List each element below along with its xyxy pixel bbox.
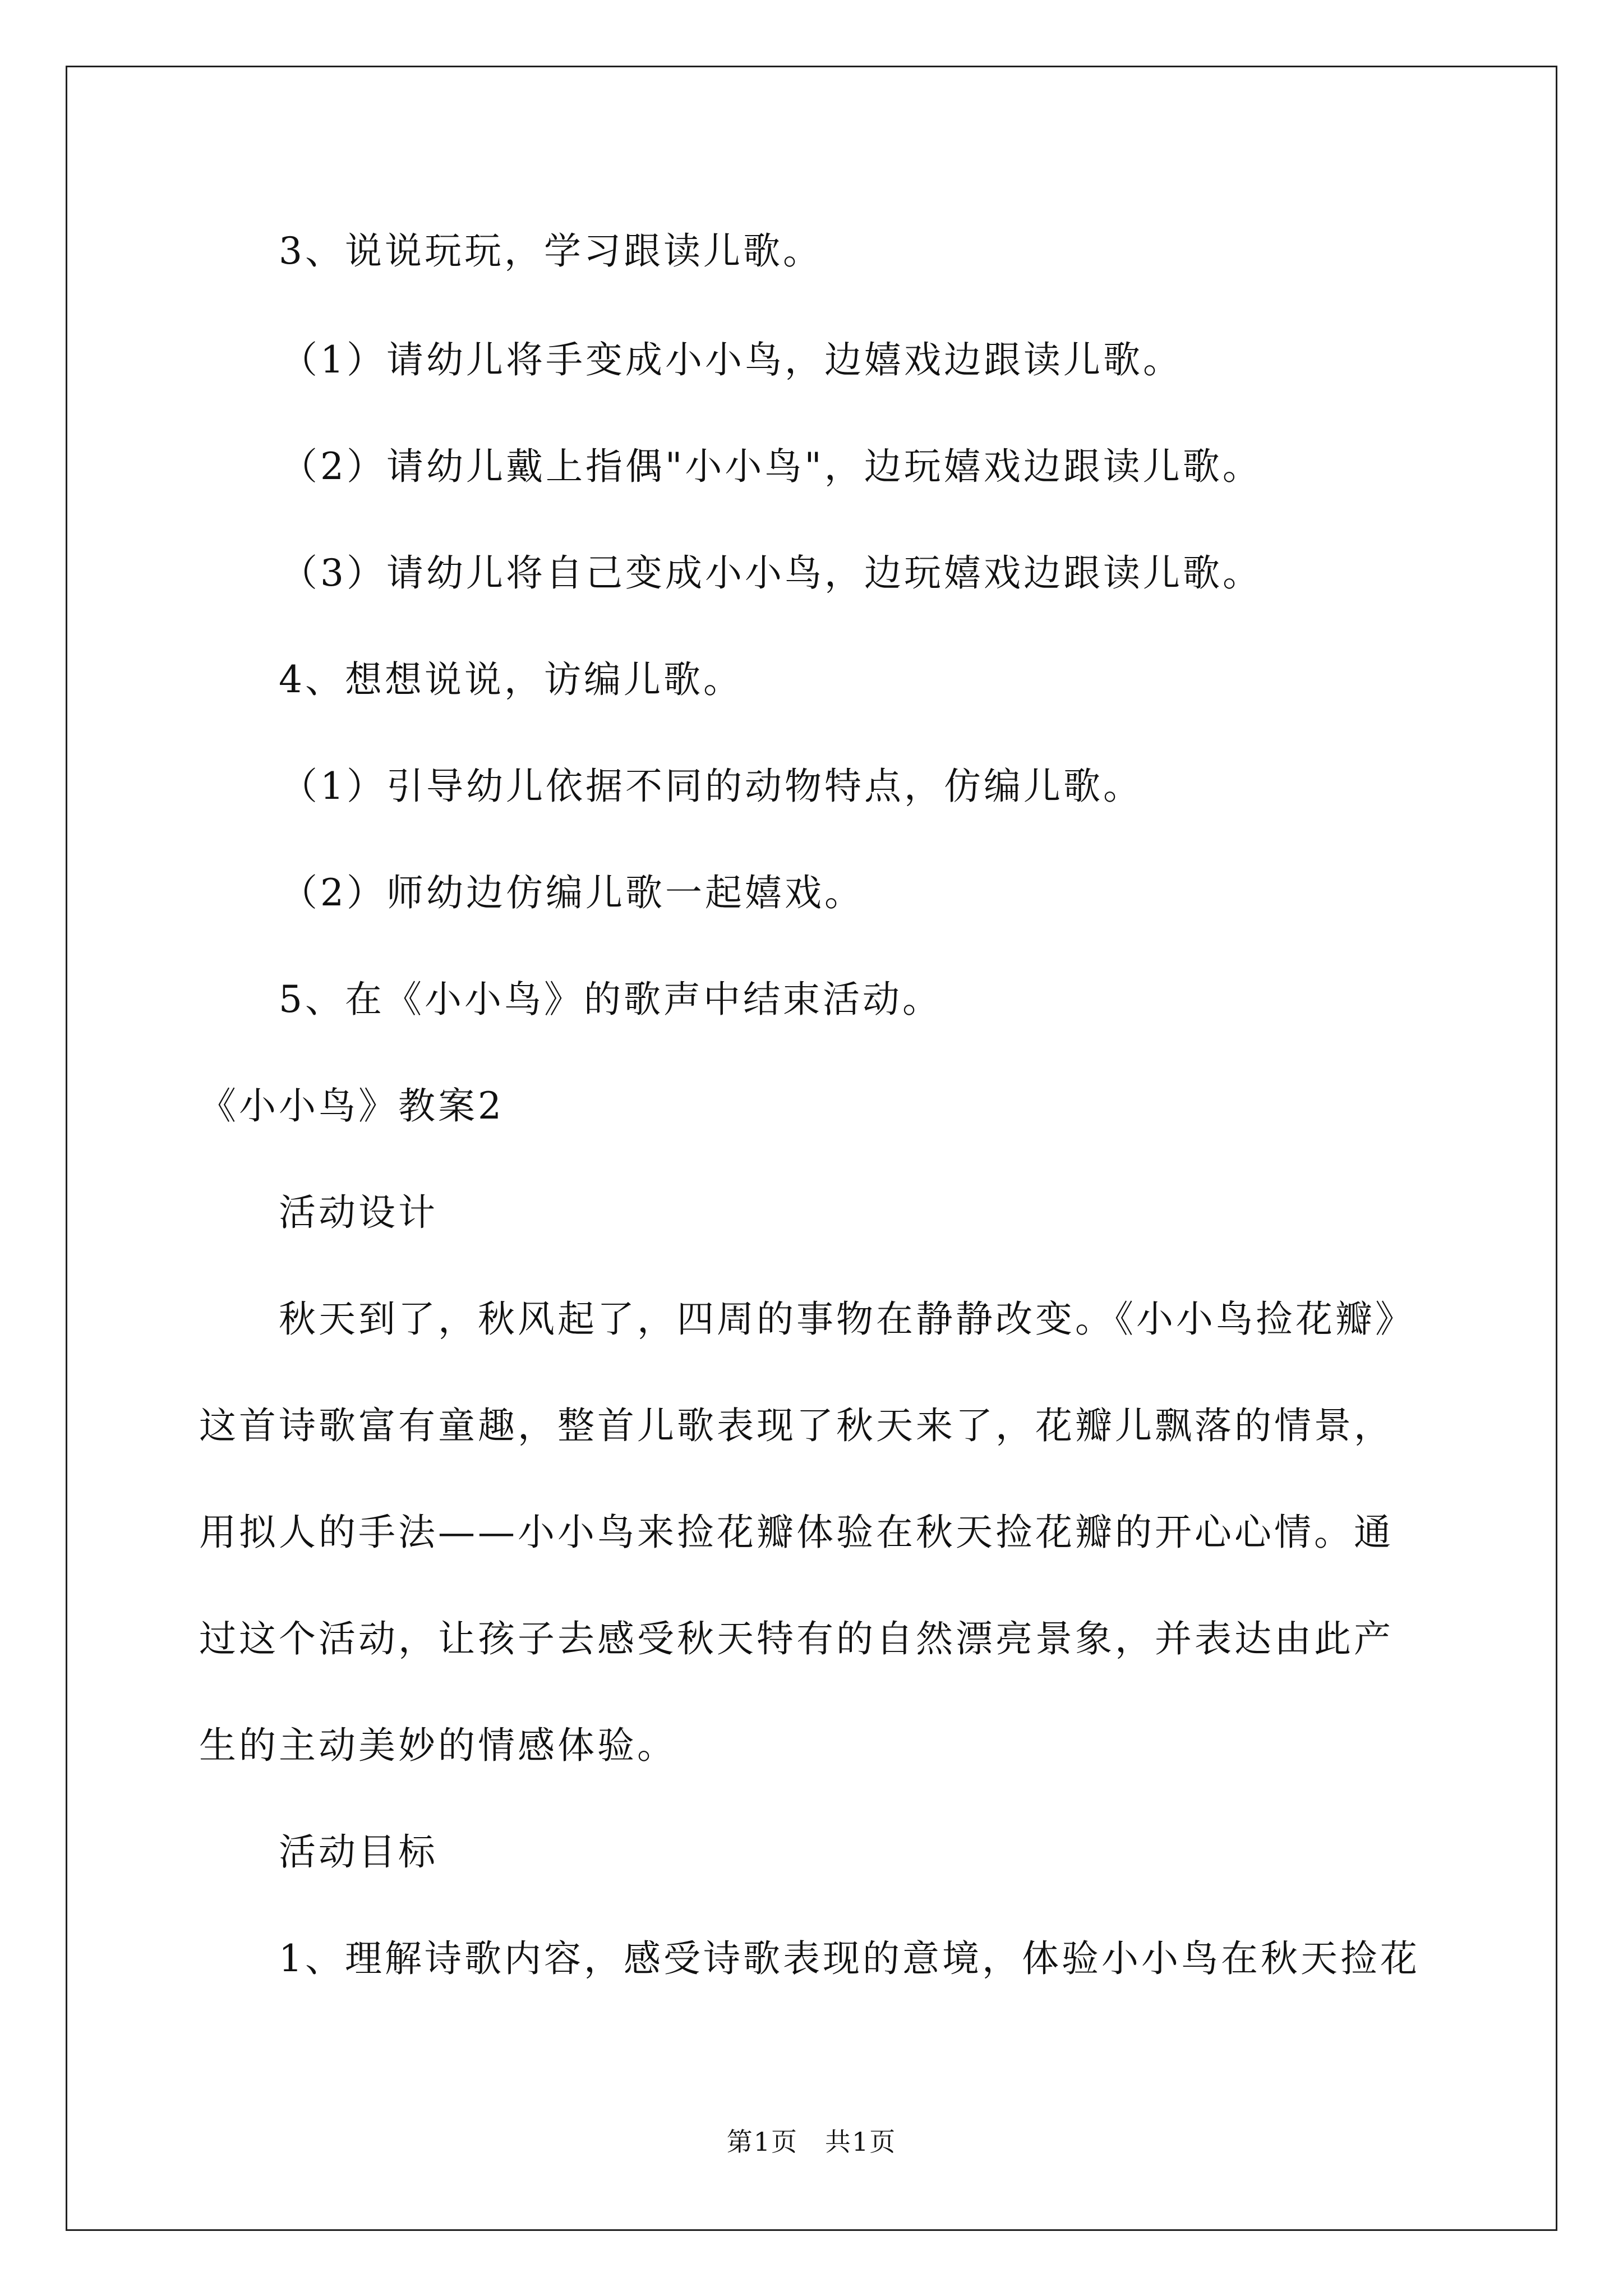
step-3-item-1: （1）请幼儿将手变成小小鸟，边嬉戏边跟读儿歌。 — [280, 338, 1183, 381]
lesson-2-title: 《小小鸟》教案2 — [199, 1084, 504, 1128]
goal-item-1: 1、理解诗歌内容，感受诗歌表现的意境，体验小小鸟在秋天捡花 — [279, 1937, 1420, 1980]
page-number-footer: 第1页 共1页 — [726, 2127, 897, 2157]
step-5-heading: 5、在《小小鸟》的歌声中结束活动。 — [279, 978, 942, 1021]
section-heading-activity-goals: 活动目标 — [279, 1830, 438, 1874]
design-paragraph-line: 秋天到了，秋风起了，四周的事物在静静改变。《小小鸟捡花瓣》 — [279, 1297, 1415, 1341]
design-paragraph-line: 生的主动美妙的情感体验。 — [199, 1724, 677, 1767]
step-3-heading: 3、说说玩玩，学习跟读儿歌。 — [279, 229, 823, 273]
step-4-item-1: （1）引导幼儿依据不同的动物特点，仿编儿歌。 — [280, 765, 1143, 808]
step-4-heading: 4、想想说说，访编儿歌。 — [279, 658, 743, 701]
design-paragraph-line: 用拟人的手法——小小鸟来捡花瓣体验在秋天捡花瓣的开心心情。通 — [199, 1511, 1394, 1554]
design-paragraph-line: 这首诗歌富有童趣，整首儿歌表现了秋天来了，花瓣儿飘落的情景， — [199, 1404, 1394, 1447]
page-frame — [66, 66, 1557, 2231]
section-heading-activity-design: 活动设计 — [279, 1191, 438, 1234]
step-3-item-2: （2）请幼儿戴上指偶"小小鸟"，边玩嬉戏边跟读儿歌。 — [280, 445, 1262, 488]
step-4-item-2: （2）师幼边仿编儿歌一起嬉戏。 — [280, 871, 864, 914]
design-paragraph-line: 过这个活动，让孩子去感受秋天特有的自然漂亮景象，并表达由此产 — [199, 1617, 1394, 1660]
step-3-item-3: （3）请幼儿将自己变成小小鸟，边玩嬉戏边跟读儿歌。 — [280, 551, 1262, 595]
